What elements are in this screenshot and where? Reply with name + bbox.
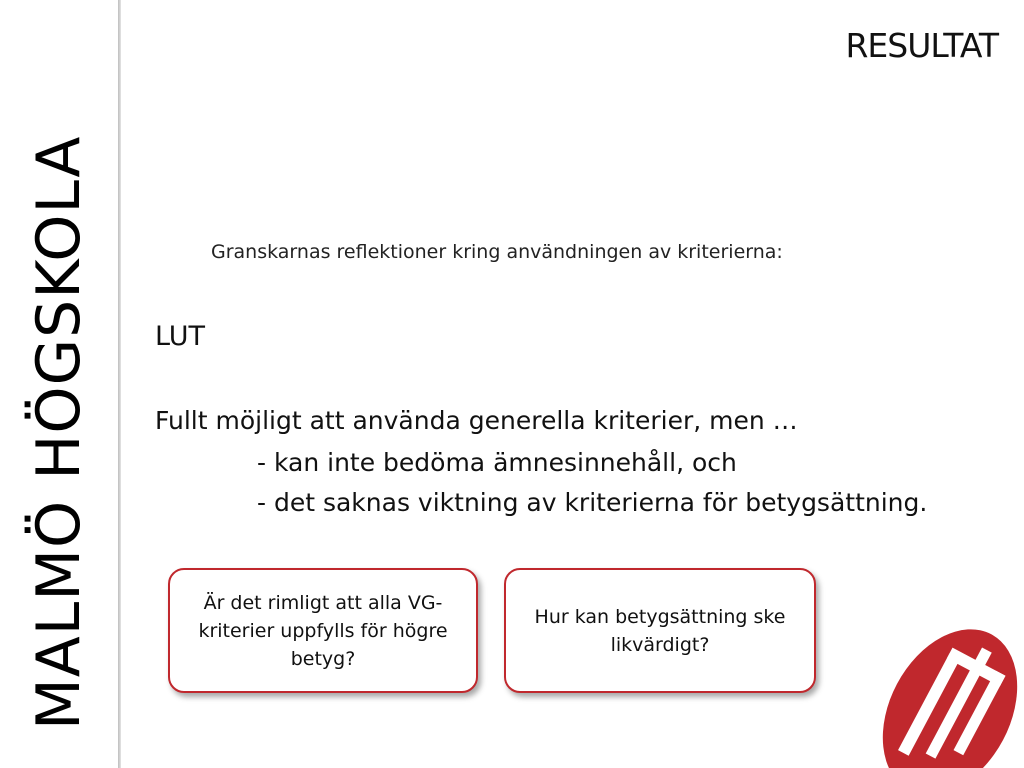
question-box [168, 568, 478, 693]
question-text: Hur kan betygsättning ske likvärdigt? [534, 605, 786, 656]
statement-text: Fullt möjligt att använda generella kriterier, men … [155, 406, 798, 435]
sub-point: - det saknas viktning av kriterierna för betygsättning. [257, 488, 928, 517]
slide-heading: RESULTAT [845, 26, 998, 65]
intro-text: Granskarnas reflektioner kring användningen av kriterierna: [211, 241, 783, 263]
sub-point: - kan inte bedöma ämnesinnehåll, och [257, 448, 737, 477]
malmo-hogskola-logo-icon [870, 600, 1024, 768]
logo-shape [870, 606, 1024, 768]
sidebar-divider [118, 0, 121, 768]
sidebar [0, 0, 118, 768]
question-box [504, 568, 816, 693]
section-label: LUT [155, 321, 205, 352]
question-text: Är det rimligt att alla VG-kriterier uppfylls för högre betyg? [198, 591, 448, 670]
institution-name: MALMÖ HÖGSKOLA [24, 135, 94, 730]
